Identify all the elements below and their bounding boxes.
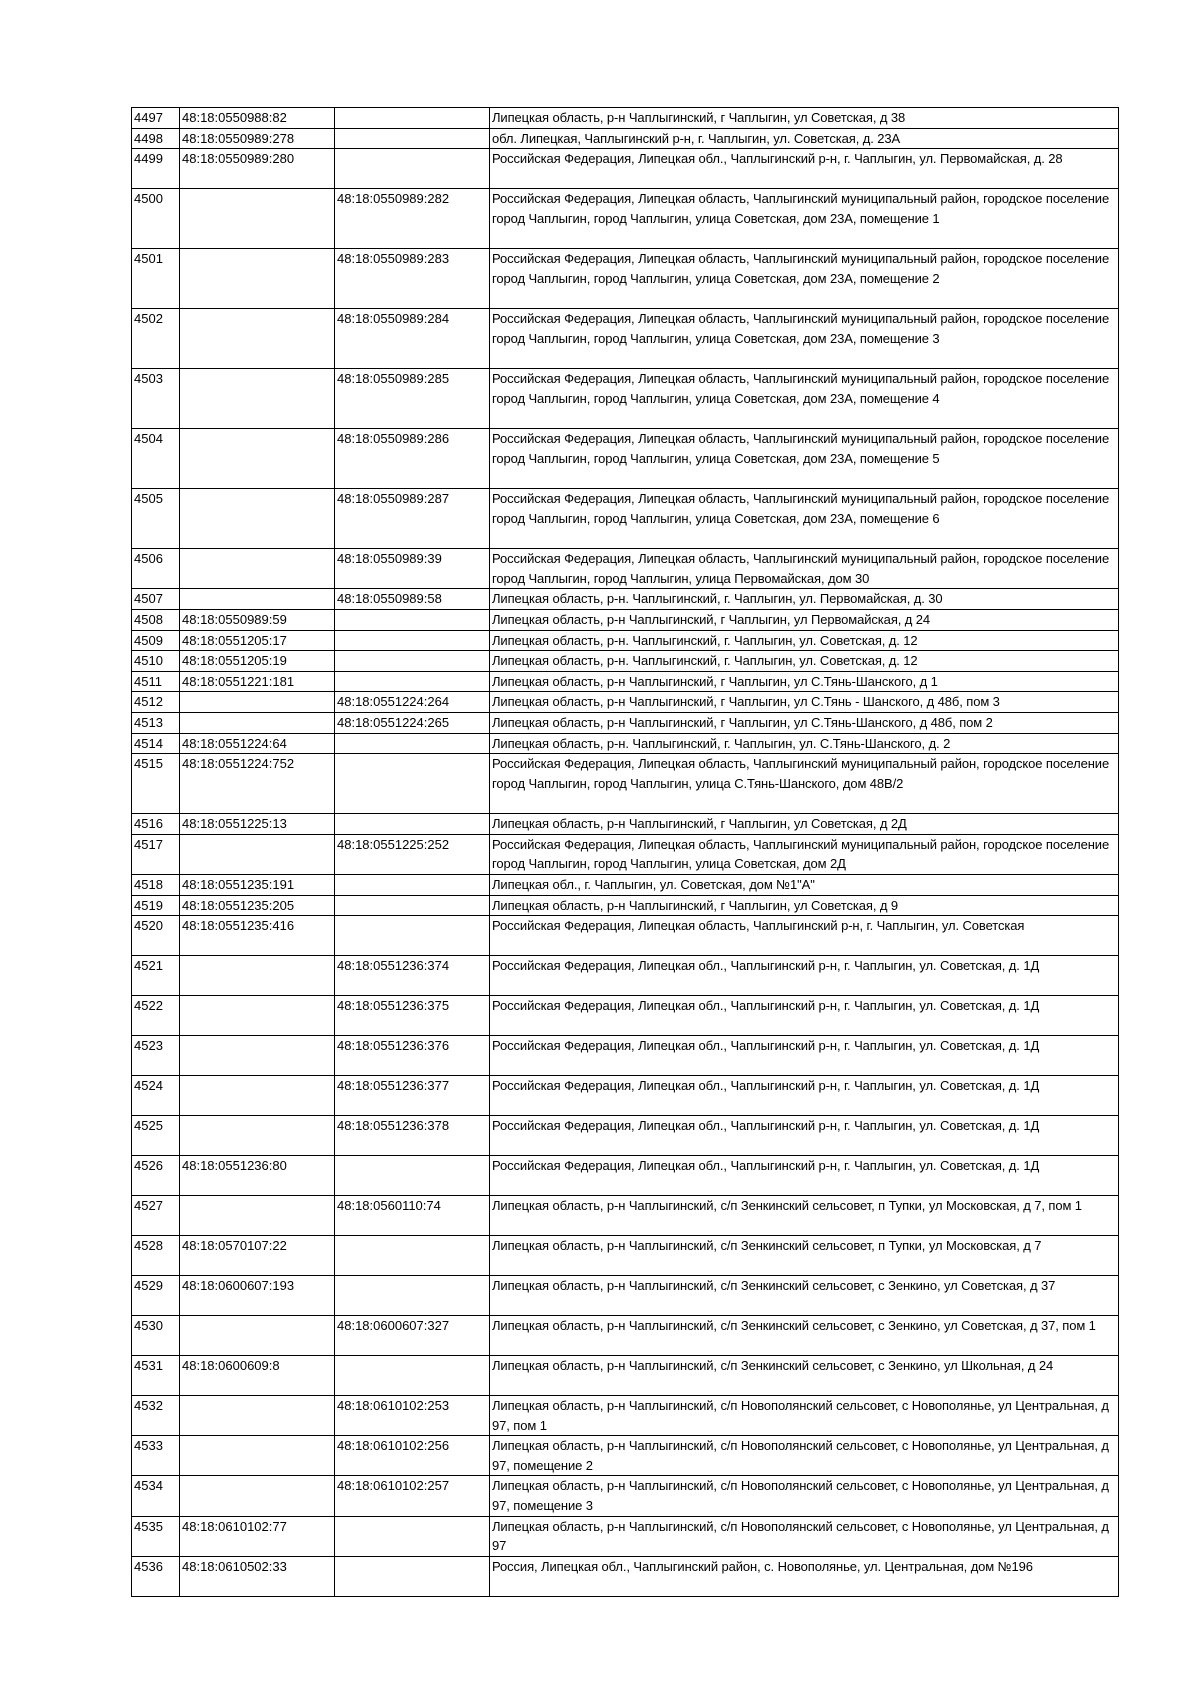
address-cell: Липецкая область, р-н Чаплыгинский, с/п Зенкинский сельсовет, с Зенкино, ул Школьная, д 24: [490, 1356, 1119, 1396]
land-cadastral-number-cell: [180, 1076, 335, 1116]
land-cadastral-number-cell: 48:18:0551235:416: [180, 916, 335, 956]
address-cell: Российская Федерация, Липецкая область, Чаплыгинский муниципальный район, городское поселение город Чаплыгин, город Чаплыгин, улица С.Тянь-Шанского, дом 48В/2: [490, 754, 1119, 814]
land-cadastral-number-cell: 48:18:0551235:191: [180, 874, 335, 895]
object-cadastral-number-cell: 48:18:0550989:58: [335, 589, 490, 610]
row-number-cell: 4534: [132, 1476, 180, 1516]
object-cadastral-number-cell: [335, 108, 490, 129]
object-cadastral-number-cell: 48:18:0610102:253: [335, 1396, 490, 1436]
table-row: [132, 996, 1119, 1036]
address-cell: Липецкая область, р-н. Чаплыгинский, г. Чаплыгин, ул. Советская, д. 12: [490, 651, 1119, 672]
object-cadastral-number-cell: [335, 149, 490, 189]
land-cadastral-number-cell: [180, 1196, 335, 1236]
address-cell: Липецкая область, р-н Чаплыгинский, г Чаплыгин, ул Советская, д 38: [490, 108, 1119, 129]
table-row: [132, 754, 1119, 814]
document-page: [131, 107, 1118, 1597]
row-number-cell: 4499: [132, 149, 180, 189]
row-number-cell: 4518: [132, 874, 180, 895]
address-cell: Липецкая область, р-н Чаплыгинский, с/п Новополянский сельсовет, с Новополянье, ул Центральная, д 97: [490, 1516, 1119, 1556]
table-row: [132, 834, 1119, 874]
row-number-cell: 4505: [132, 489, 180, 549]
table-row: [132, 895, 1119, 916]
address-cell: Липецкая область, р-н. Чаплыгинский, г. Чаплыгин, ул. Советская, д. 12: [490, 630, 1119, 651]
row-number-cell: 4502: [132, 309, 180, 369]
row-number-cell: 4531: [132, 1356, 180, 1396]
address-cell: Липецкая область, р-н Чаплыгинский, г Чаплыгин, ул Первомайская, д 24: [490, 609, 1119, 630]
object-cadastral-number-cell: [335, 1236, 490, 1276]
land-cadastral-number-cell: [180, 1436, 335, 1476]
object-cadastral-number-cell: [335, 814, 490, 835]
table-row: [132, 651, 1119, 672]
land-cadastral-number-cell: 48:18:0610102:77: [180, 1516, 335, 1556]
table-row: [132, 369, 1119, 429]
object-cadastral-number-cell: 48:18:0550989:283: [335, 249, 490, 309]
land-cadastral-number-cell: [180, 1476, 335, 1516]
table-row: [132, 630, 1119, 651]
row-number-cell: 4519: [132, 895, 180, 916]
object-cadastral-number-cell: 48:18:0550989:287: [335, 489, 490, 549]
row-number-cell: 4513: [132, 712, 180, 733]
land-cadastral-number-cell: 48:18:0551225:13: [180, 814, 335, 835]
object-cadastral-number-cell: 48:18:0550989:284: [335, 309, 490, 369]
object-cadastral-number-cell: 48:18:0551224:264: [335, 692, 490, 713]
address-cell: Липецкая область, р-н Чаплыгинский, с/п Зенкинский сельсовет, п Тупки, ул Московская, д 7: [490, 1236, 1119, 1276]
address-cell: Липецкая область, р-н. Чаплыгинский, г. Чаплыгин, ул. С.Тянь-Шанского, д. 2: [490, 733, 1119, 754]
object-cadastral-number-cell: [335, 671, 490, 692]
address-cell: Российская Федерация, Липецкая обл., Чаплыгинский р-н, г. Чаплыгин, ул. Первомайская, д. 28: [490, 149, 1119, 189]
row-number-cell: 4498: [132, 128, 180, 149]
object-cadastral-number-cell: 48:18:0551236:375: [335, 996, 490, 1036]
address-cell: Липецкая область, р-н Чаплыгинский, г Чаплыгин, ул Советская, д 2Д: [490, 814, 1119, 835]
address-cell: Липецкая область, р-н Чаплыгинский, с/п Новополянский сельсовет, с Новополянье, ул Центральная, д 97, помещение 2: [490, 1436, 1119, 1476]
address-cell: Липецкая область, р-н Чаплыгинский, с/п Новополянский сельсовет, с Новополянье, ул Центральная, д 97, помещение 3: [490, 1476, 1119, 1516]
address-cell: Российская Федерация, Липецкая область, Чаплыгинский муниципальный район, городское поселение город Чаплыгин, город Чаплыгин, улица Советская, дом 23А, помещение 6: [490, 489, 1119, 549]
object-cadastral-number-cell: 48:18:0551236:376: [335, 1036, 490, 1076]
address-cell: Российская Федерация, Липецкая область, Чаплыгинский муниципальный район, городское поселение город Чаплыгин, город Чаплыгин, улица Советская, дом 23А, помещение 4: [490, 369, 1119, 429]
row-number-cell: 4521: [132, 956, 180, 996]
land-cadastral-number-cell: [180, 369, 335, 429]
row-number-cell: 4504: [132, 429, 180, 489]
address-cell: Российская Федерация, Липецкая обл., Чаплыгинский р-н, г. Чаплыгин, ул. Советская, д. 1Д: [490, 1036, 1119, 1076]
table-row: [132, 1116, 1119, 1156]
land-cadastral-number-cell: [180, 1316, 335, 1356]
object-cadastral-number-cell: 48:18:0550989:39: [335, 549, 490, 589]
row-number-cell: 4515: [132, 754, 180, 814]
table-row: [132, 733, 1119, 754]
row-number-cell: 4509: [132, 630, 180, 651]
property-registry-table: [131, 107, 1119, 1597]
land-cadastral-number-cell: [180, 692, 335, 713]
address-cell: Липецкая область, р-н Чаплыгинский, г Чаплыгин, ул С.Тянь-Шанского, д 48б, пом 2: [490, 712, 1119, 733]
object-cadastral-number-cell: 48:18:0610102:257: [335, 1476, 490, 1516]
row-number-cell: 4536: [132, 1556, 180, 1596]
table-row: [132, 1316, 1119, 1356]
table-row: [132, 249, 1119, 309]
table-row: [132, 429, 1119, 489]
land-cadastral-number-cell: [180, 1116, 335, 1156]
row-number-cell: 4520: [132, 916, 180, 956]
row-number-cell: 4529: [132, 1276, 180, 1316]
address-cell: Липецкая область, р-н Чаплыгинский, г Чаплыгин, ул С.Тянь-Шанского, д 1: [490, 671, 1119, 692]
land-cadastral-number-cell: [180, 712, 335, 733]
object-cadastral-number-cell: 48:18:0550989:286: [335, 429, 490, 489]
land-cadastral-number-cell: 48:18:0551235:205: [180, 895, 335, 916]
address-cell: Российская Федерация, Липецкая область, Чаплыгинский муниципальный район, городское поселение город Чаплыгин, город Чаплыгин, улица Советская, дом 23А, помещение 5: [490, 429, 1119, 489]
address-cell: Липецкая область, р-н. Чаплыгинский, г. Чаплыгин, ул. Первомайская, д. 30: [490, 589, 1119, 610]
row-number-cell: 4497: [132, 108, 180, 129]
address-cell: Российская Федерация, Липецкая область, Чаплыгинский муниципальный район, городское поселение город Чаплыгин, город Чаплыгин, улица Первомайская, дом 30: [490, 549, 1119, 589]
table-row: [132, 916, 1119, 956]
land-cadastral-number-cell: [180, 489, 335, 549]
table-row: [132, 1276, 1119, 1316]
table-row: [132, 814, 1119, 835]
object-cadastral-number-cell: [335, 1276, 490, 1316]
land-cadastral-number-cell: [180, 549, 335, 589]
land-cadastral-number-cell: 48:18:0550989:278: [180, 128, 335, 149]
land-cadastral-number-cell: [180, 589, 335, 610]
object-cadastral-number-cell: [335, 895, 490, 916]
row-number-cell: 4527: [132, 1196, 180, 1236]
land-cadastral-number-cell: 48:18:0551236:80: [180, 1156, 335, 1196]
object-cadastral-number-cell: [335, 1156, 490, 1196]
address-cell: Липецкая область, р-н Чаплыгинский, с/п Зенкинский сельсовет, п Тупки, ул Московская, д 7, пом 1: [490, 1196, 1119, 1236]
object-cadastral-number-cell: [335, 651, 490, 672]
row-number-cell: 4524: [132, 1076, 180, 1116]
object-cadastral-number-cell: [335, 1516, 490, 1556]
table-row: [132, 108, 1119, 129]
address-cell: Российская Федерация, Липецкая обл., Чаплыгинский р-н, г. Чаплыгин, ул. Советская, д. 1Д: [490, 1116, 1119, 1156]
table-row: [132, 956, 1119, 996]
land-cadastral-number-cell: [180, 429, 335, 489]
land-cadastral-number-cell: 48:18:0570107:22: [180, 1236, 335, 1276]
address-cell: Липецкая область, р-н Чаплыгинский, г Чаплыгин, ул Советская, д 9: [490, 895, 1119, 916]
row-number-cell: 4507: [132, 589, 180, 610]
object-cadastral-number-cell: [335, 1356, 490, 1396]
table-row: [132, 128, 1119, 149]
address-cell: Российская Федерация, Липецкая область, Чаплыгинский муниципальный район, городское поселение город Чаплыгин, город Чаплыгин, улица Советская, дом 23А, помещение 2: [490, 249, 1119, 309]
row-number-cell: 4514: [132, 733, 180, 754]
table-row: [132, 874, 1119, 895]
table-row: [132, 1156, 1119, 1196]
table-row: [132, 1236, 1119, 1276]
object-cadastral-number-cell: 48:18:0550989:285: [335, 369, 490, 429]
address-cell: Россия, Липецкая обл., Чаплыгинский район, с. Новополянье, ул. Центральная, дом №196: [490, 1556, 1119, 1596]
object-cadastral-number-cell: [335, 128, 490, 149]
address-cell: Российская Федерация, Липецкая обл., Чаплыгинский р-н, г. Чаплыгин, ул. Советская, д. 1Д: [490, 956, 1119, 996]
object-cadastral-number-cell: 48:18:0560110:74: [335, 1196, 490, 1236]
object-cadastral-number-cell: 48:18:0600607:327: [335, 1316, 490, 1356]
address-cell: Липецкая область, р-н Чаплыгинский, с/п Зенкинский сельсовет, с Зенкино, ул Советская, д 37: [490, 1276, 1119, 1316]
registry-table-body: [132, 108, 1119, 1597]
address-cell: Российская Федерация, Липецкая обл., Чаплыгинский р-н, г. Чаплыгин, ул. Советская, д. 1Д: [490, 1156, 1119, 1196]
land-cadastral-number-cell: [180, 834, 335, 874]
land-cadastral-number-cell: [180, 956, 335, 996]
row-number-cell: 4530: [132, 1316, 180, 1356]
address-cell: Российская Федерация, Липецкая область, Чаплыгинский муниципальный район, городское поселение город Чаплыгин, город Чаплыгин, улица Советская, дом 23А, помещение 1: [490, 189, 1119, 249]
table-row: [132, 1076, 1119, 1116]
table-row: [132, 692, 1119, 713]
land-cadastral-number-cell: [180, 1036, 335, 1076]
table-row: [132, 1396, 1119, 1436]
address-cell: Липецкая обл., г. Чаплыгин, ул. Советская, дом №1"А": [490, 874, 1119, 895]
table-row: [132, 309, 1119, 369]
row-number-cell: 4503: [132, 369, 180, 429]
land-cadastral-number-cell: 48:18:0600609:8: [180, 1356, 335, 1396]
land-cadastral-number-cell: 48:18:0550989:59: [180, 609, 335, 630]
land-cadastral-number-cell: 48:18:0551221:181: [180, 671, 335, 692]
table-row: [132, 149, 1119, 189]
address-cell: Российская Федерация, Липецкая область, Чаплыгинский муниципальный район, городское поселение город Чаплыгин, город Чаплыгин, улица Советская, дом 2Д: [490, 834, 1119, 874]
row-number-cell: 4516: [132, 814, 180, 835]
object-cadastral-number-cell: [335, 630, 490, 651]
table-row: [132, 609, 1119, 630]
address-cell: Российская Федерация, Липецкая область, Чаплыгинский р-н, г. Чаплыгин, ул. Советская: [490, 916, 1119, 956]
row-number-cell: 4525: [132, 1116, 180, 1156]
table-row: [132, 1516, 1119, 1556]
row-number-cell: 4522: [132, 996, 180, 1036]
row-number-cell: 4508: [132, 609, 180, 630]
land-cadastral-number-cell: [180, 309, 335, 369]
table-row: [132, 1476, 1119, 1516]
object-cadastral-number-cell: [335, 916, 490, 956]
address-cell: Российская Федерация, Липецкая обл., Чаплыгинский р-н, г. Чаплыгин, ул. Советская, д. 1Д: [490, 996, 1119, 1036]
table-row: [132, 1036, 1119, 1076]
row-number-cell: 4511: [132, 671, 180, 692]
land-cadastral-number-cell: 48:18:0551224:752: [180, 754, 335, 814]
address-cell: Российская Федерация, Липецкая область, Чаплыгинский муниципальный район, городское поселение город Чаплыгин, город Чаплыгин, улица Советская, дом 23А, помещение 3: [490, 309, 1119, 369]
land-cadastral-number-cell: [180, 189, 335, 249]
land-cadastral-number-cell: 48:18:0610502:33: [180, 1556, 335, 1596]
table-row: [132, 489, 1119, 549]
land-cadastral-number-cell: 48:18:0551205:19: [180, 651, 335, 672]
object-cadastral-number-cell: 48:18:0551236:377: [335, 1076, 490, 1116]
land-cadastral-number-cell: 48:18:0550988:82: [180, 108, 335, 129]
row-number-cell: 4528: [132, 1236, 180, 1276]
object-cadastral-number-cell: 48:18:0551224:265: [335, 712, 490, 733]
row-number-cell: 4523: [132, 1036, 180, 1076]
address-cell: обл. Липецкая, Чаплыгинский р-н, г. Чаплыгин, ул. Советская, д. 23А: [490, 128, 1119, 149]
row-number-cell: 4517: [132, 834, 180, 874]
table-row: [132, 1196, 1119, 1236]
land-cadastral-number-cell: 48:18:0551205:17: [180, 630, 335, 651]
table-row: [132, 712, 1119, 733]
object-cadastral-number-cell: [335, 1556, 490, 1596]
land-cadastral-number-cell: [180, 249, 335, 309]
table-row: [132, 589, 1119, 610]
address-cell: Липецкая область, р-н Чаплыгинский, с/п Зенкинский сельсовет, с Зенкино, ул Советская, д 37, пом 1: [490, 1316, 1119, 1356]
row-number-cell: 4532: [132, 1396, 180, 1436]
table-row: [132, 1356, 1119, 1396]
object-cadastral-number-cell: 48:18:0551236:374: [335, 956, 490, 996]
row-number-cell: 4535: [132, 1516, 180, 1556]
table-row: [132, 549, 1119, 589]
address-cell: Липецкая область, р-н Чаплыгинский, с/п Новополянский сельсовет, с Новополянье, ул Центральная, д 97, пом 1: [490, 1396, 1119, 1436]
land-cadastral-number-cell: [180, 1396, 335, 1436]
table-row: [132, 189, 1119, 249]
row-number-cell: 4500: [132, 189, 180, 249]
row-number-cell: 4533: [132, 1436, 180, 1476]
table-row: [132, 1436, 1119, 1476]
address-cell: Липецкая область, р-н Чаплыгинский, г Чаплыгин, ул С.Тянь - Шанского, д 48б, пом 3: [490, 692, 1119, 713]
object-cadastral-number-cell: [335, 733, 490, 754]
table-row: [132, 671, 1119, 692]
row-number-cell: 4501: [132, 249, 180, 309]
land-cadastral-number-cell: 48:18:0600607:193: [180, 1276, 335, 1316]
object-cadastral-number-cell: [335, 874, 490, 895]
land-cadastral-number-cell: 48:18:0551224:64: [180, 733, 335, 754]
land-cadastral-number-cell: [180, 996, 335, 1036]
row-number-cell: 4512: [132, 692, 180, 713]
object-cadastral-number-cell: [335, 754, 490, 814]
land-cadastral-number-cell: 48:18:0550989:280: [180, 149, 335, 189]
object-cadastral-number-cell: 48:18:0551236:378: [335, 1116, 490, 1156]
row-number-cell: 4510: [132, 651, 180, 672]
row-number-cell: 4506: [132, 549, 180, 589]
object-cadastral-number-cell: 48:18:0551225:252: [335, 834, 490, 874]
address-cell: Российская Федерация, Липецкая обл., Чаплыгинский р-н, г. Чаплыгин, ул. Советская, д. 1Д: [490, 1076, 1119, 1116]
object-cadastral-number-cell: 48:18:0550989:282: [335, 189, 490, 249]
object-cadastral-number-cell: [335, 609, 490, 630]
table-row: [132, 1556, 1119, 1596]
object-cadastral-number-cell: 48:18:0610102:256: [335, 1436, 490, 1476]
row-number-cell: 4526: [132, 1156, 180, 1196]
